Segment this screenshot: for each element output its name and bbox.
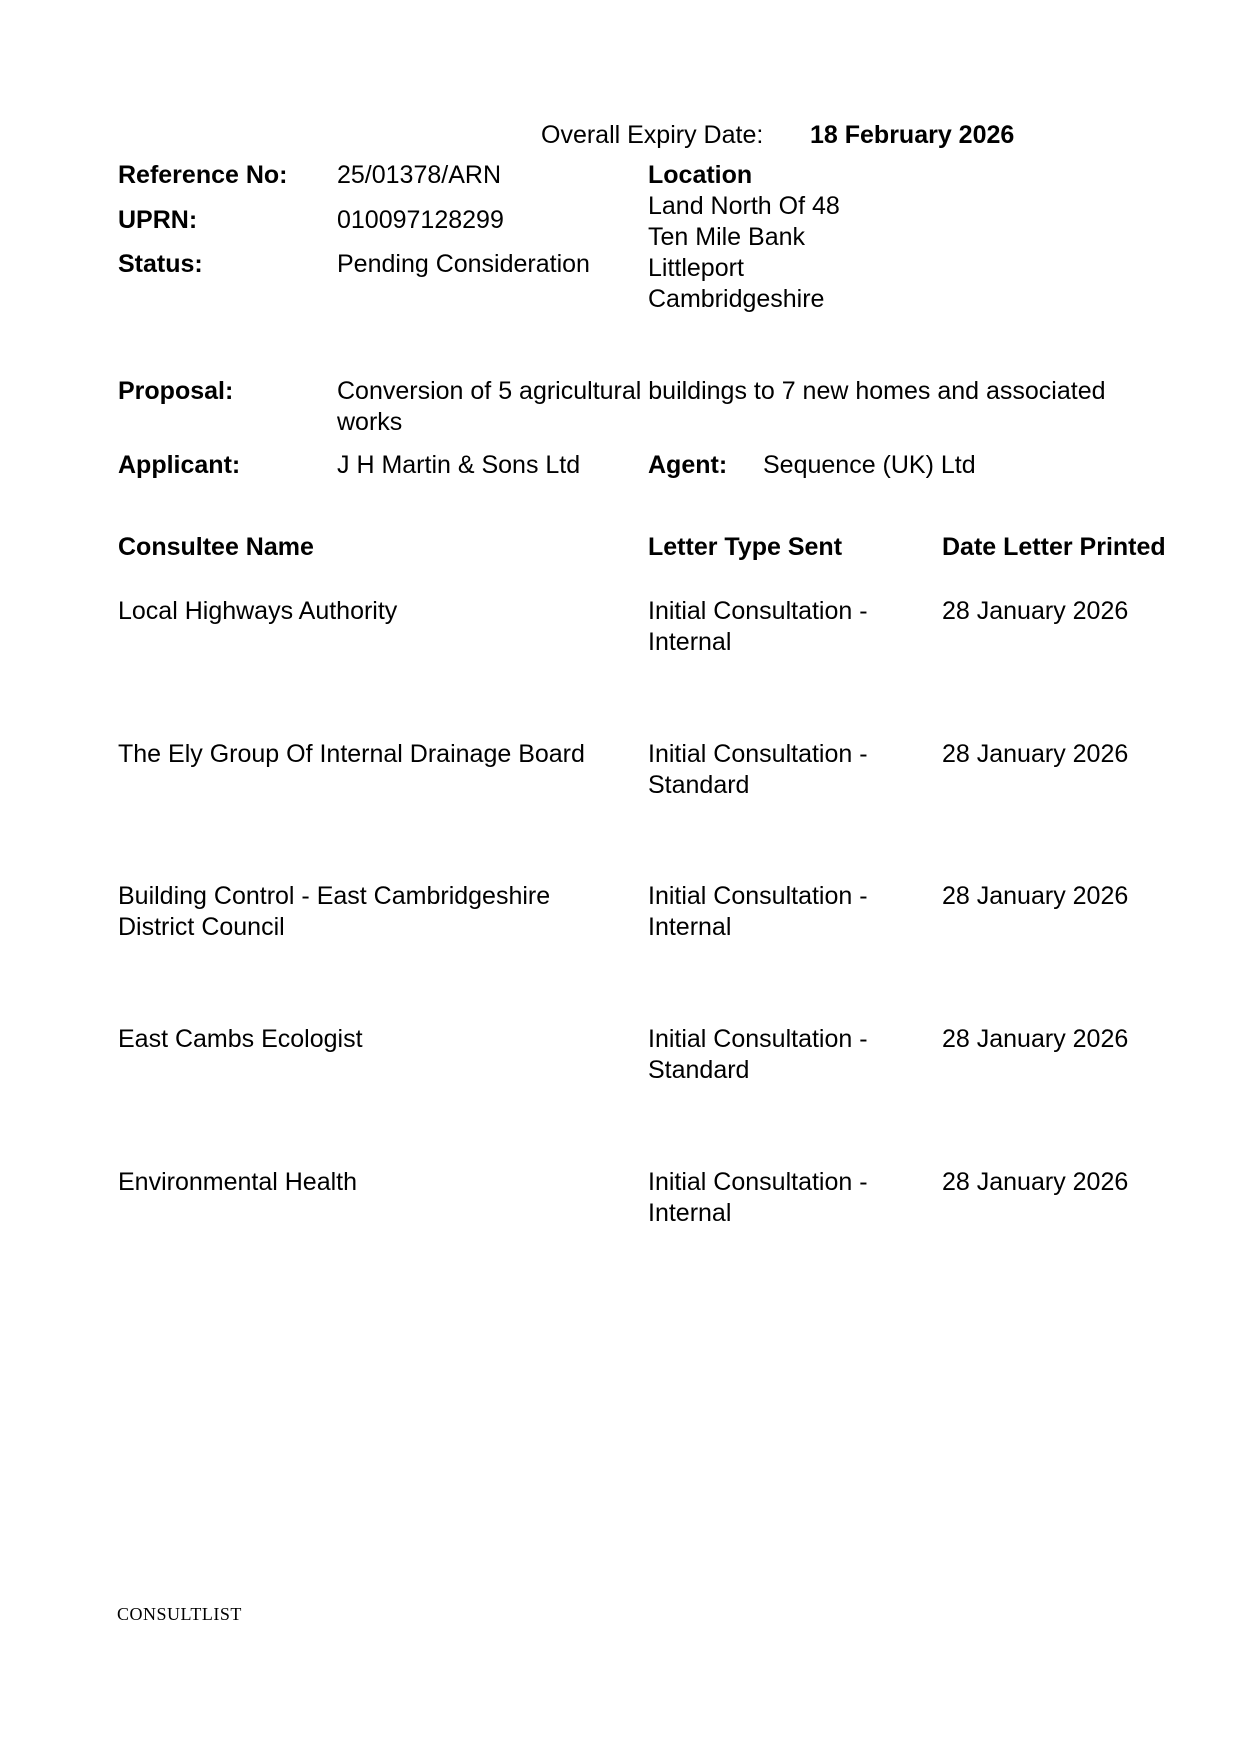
reference-no-value: 25/01378/ARN: [337, 161, 502, 189]
table-row: [0, 739, 1241, 881]
proposal-label: Proposal:: [118, 377, 234, 405]
location-label: Location: [648, 161, 753, 189]
date-printed-cell: 28 January 2026: [942, 597, 1129, 625]
uprn-value: 010097128299: [337, 206, 504, 234]
uprn-label: UPRN:: [118, 206, 198, 234]
date-printed-cell: 28 January 2026: [942, 1025, 1129, 1053]
letter-type-cell: Initial Consultation - Internal: [648, 1168, 868, 1227]
overall-expiry-label: Overall Expiry Date:: [541, 121, 764, 149]
document-code: CONSULTLIST: [117, 1604, 242, 1624]
location-line: Land North Of 48: [648, 192, 840, 220]
table-row: [0, 1024, 1241, 1166]
location-line: Cambridgeshire: [648, 285, 825, 313]
table-row: [0, 596, 1241, 738]
status-value: Pending Consideration: [337, 250, 590, 278]
applicant-value: J H Martin & Sons Ltd: [337, 451, 581, 479]
consultee-name-cell: East Cambs Ecologist: [118, 1025, 363, 1053]
proposal-value: Conversion of 5 agricultural buildings to 7 new homes and associated works: [337, 377, 1106, 436]
letter-type-cell: Initial Consultation - Standard: [648, 740, 868, 799]
reference-no-label: Reference No:: [118, 161, 288, 189]
location-line: Littleport: [648, 254, 744, 282]
letter-type-cell: Initial Consultation - Internal: [648, 882, 868, 941]
applicant-label: Applicant:: [118, 451, 241, 479]
table-row: [0, 1167, 1241, 1309]
letter-type-cell: Initial Consultation - Standard: [648, 1025, 868, 1084]
location-address: [648, 191, 840, 315]
table-header-date-printed: Date Letter Printed: [942, 533, 1166, 561]
consultee-name-cell: Building Control - East Cambridgeshire District Council: [118, 882, 551, 941]
status-label: Status:: [118, 250, 203, 278]
date-printed-cell: 28 January 2026: [942, 882, 1129, 910]
agent-value: Sequence (UK) Ltd: [763, 451, 976, 479]
location-line: Ten Mile Bank: [648, 223, 806, 251]
date-printed-cell: 28 January 2026: [942, 1168, 1129, 1196]
table-row: [0, 881, 1241, 1023]
consultee-name-cell: Local Highways Authority: [118, 597, 398, 625]
letter-type-cell: Initial Consultation - Internal: [648, 597, 868, 656]
table-header-letter-type: Letter Type Sent: [648, 533, 843, 561]
agent-label: Agent:: [648, 451, 728, 479]
consultee-name-cell: The Ely Group Of Internal Drainage Board: [118, 740, 585, 768]
date-printed-cell: 28 January 2026: [942, 740, 1129, 768]
consultee-name-cell: Environmental Health: [118, 1168, 358, 1196]
table-header-consultee-name: Consultee Name: [118, 533, 314, 561]
overall-expiry-value: 18 February 2026: [810, 121, 1015, 149]
